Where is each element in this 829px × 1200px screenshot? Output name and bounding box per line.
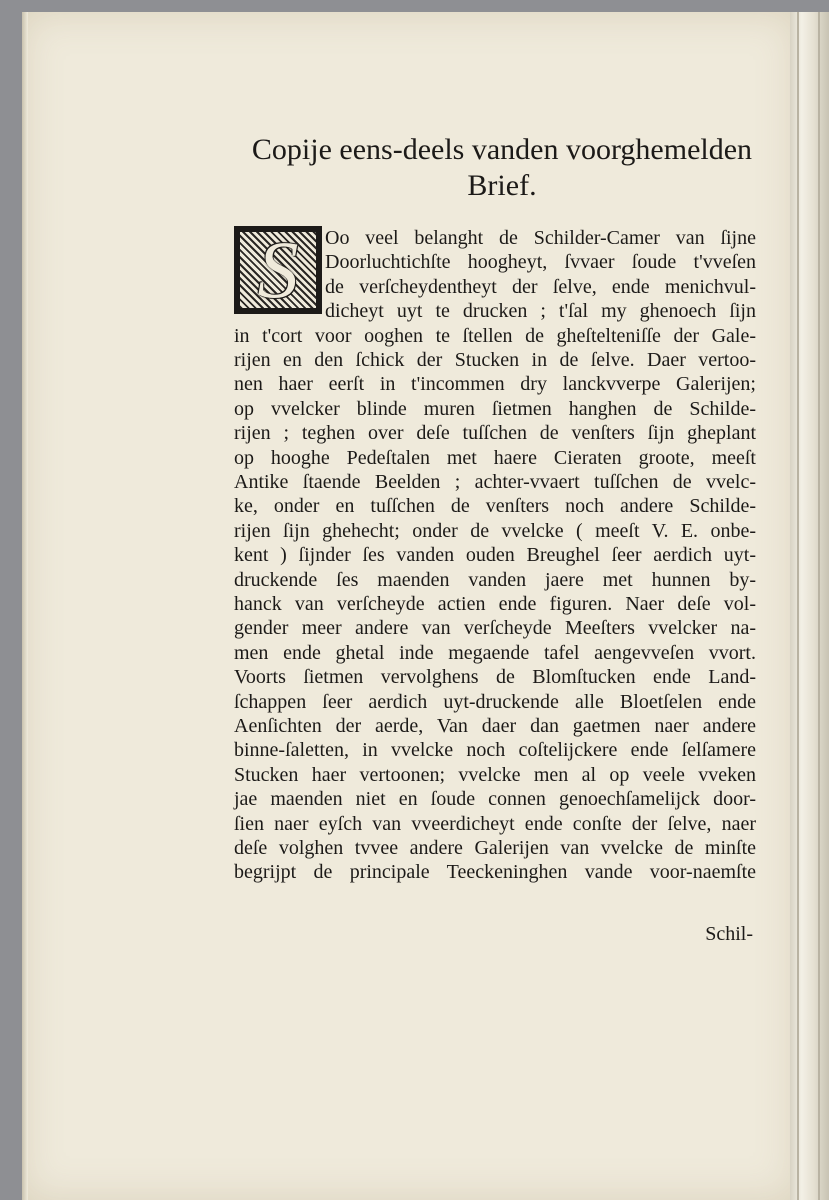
text-line: in t'cort voor ooghen te ſtellen de gheſtelteniſſe der Gale-	[234, 324, 756, 347]
text-line: Doorluchtichſte hoogheyt, ſvvaer ſoude t'vveſen	[325, 251, 756, 274]
text-line: deſe volghen tvvee andere Galerijen van vvelcke de minſte	[234, 837, 756, 859]
next-page-edge	[790, 12, 829, 1200]
text-line: jae maenden niet en ſoude connen genoechſamelijck door-	[234, 788, 756, 811]
text-line: rijen en den ſchick der Stucken in de ſelve. Daer vertoo-	[234, 349, 756, 371]
text-line: druckende ſes maenden vanden jaere met hunnen by-	[234, 568, 756, 591]
text-line: Antike ſtaende Beelden ; achter-vvaert tuſſchen de vvelc-	[234, 471, 756, 493]
text-line: dicheyt uyt te drucken ; t'ſal my ghenoech ſijn	[325, 300, 756, 323]
leaf-divider	[818, 12, 820, 1200]
text-line: rijen ; teghen over deſe tuſſchen de venſters ſijn gheplant	[234, 422, 756, 445]
text-line: nen haer eerſt in t'incommen dry lanckvverpe Galerijen;	[234, 373, 756, 396]
title-line-2: Brief.	[467, 169, 537, 202]
text-line: Voorts ſietmen vervolghens de Blomſtucken ende Land-	[234, 666, 756, 689]
text-line: Aenſichten der aerde, Van daer dan gaetmen naer andere	[234, 715, 756, 737]
title-line-1: Copije eens-deels vanden voorghemelden	[251, 133, 753, 166]
text-line: gender meer andere van verſcheyde Meeſters vvelcker na-	[234, 617, 756, 640]
text-line: rijen ſijn ghehecht; onder de vvelcke ( meeſt V. E. onbe-	[234, 519, 756, 542]
text-line: begrijpt de principale Teeckeninghen vande voor-naemſte	[234, 861, 756, 884]
leaf-divider	[797, 12, 799, 1200]
catchword: Schil-	[705, 923, 753, 945]
text-line: de verſcheydentheyt der ſelve, ende menichvul-	[325, 275, 756, 298]
text-line: op vvelcker blinde muren ſietmen hanghen de Schilde-	[234, 397, 756, 420]
text-line: kent ) ſijnder ſes vanden ouden Breughel ſeer aerdich uyt-	[234, 544, 756, 567]
text-line: Stucken haer vertoonen; vvelcke men al op veele vveken	[234, 763, 756, 786]
page-edge	[22, 12, 28, 1200]
text-line: hanck van verſcheyde actien ende figuren. Naer deſe vol-	[234, 593, 756, 615]
text-line: ſchappen ſeer aerdich uyt-druckende alle Bloetſelen ende	[234, 690, 756, 713]
text-line: ſien naer eyſch van vveerdicheyt ende conſte der ſelve, naer	[234, 812, 756, 835]
text-line: op hooghe Pedeſtalen met haere Cieraten groote, meeſt	[234, 446, 756, 469]
initial-letter: S	[257, 224, 299, 315]
text-line: ke, onder en tuſſchen de venſters noch andere Schilde-	[234, 495, 756, 518]
text-line: Oo veel belanght de Schilder-Camer van ſijne	[325, 227, 756, 249]
decorated-initial	[234, 226, 322, 314]
text-line: men ende ghetal inde megaende tafel aengevveſen vvort.	[234, 641, 756, 664]
text-line: binne-ſaletten, in vvelcke noch coſtelijckere ende ſelſamere	[234, 739, 756, 762]
page-title	[237, 132, 767, 204]
